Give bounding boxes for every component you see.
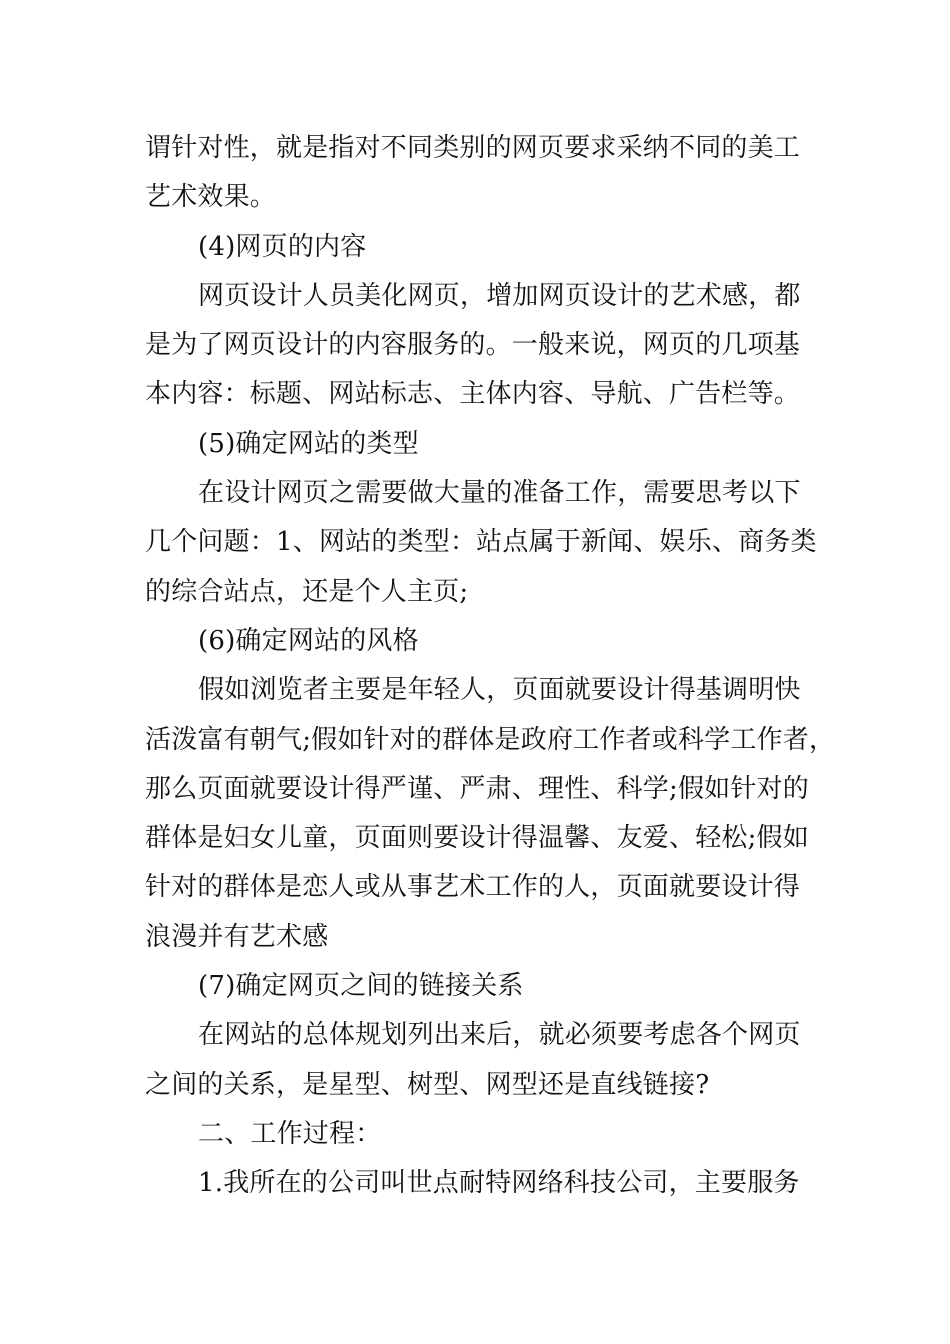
- text-line-10: 的综合站点，还是个人主页;: [145, 576, 469, 607]
- section-heading-6: (6)确定网站的风格: [198, 625, 419, 656]
- text-line-13: 活泼富有朝气;假如针对的群体是政府工作者或科学工作者，: [145, 724, 836, 755]
- text-line-17: 浪漫并有艺术感: [145, 921, 329, 952]
- text-line-15: 群体是妇女儿童，页面则要设计得温馨、友爱、轻松;假如: [145, 823, 809, 854]
- text-line-8: 在设计网页之需要做大量的准备工作，需要思考以下: [198, 478, 801, 509]
- text-line-9: 几个问题：1、网站的类型：站点属于新闻、娱乐、商务类: [145, 527, 817, 558]
- text-line-6: 本内容：标题、网站标志、主体内容、导航、广告栏等。: [145, 379, 801, 410]
- text-line-22: 1.我所在的公司叫世点耐特网络科技公司，主要服务: [198, 1168, 800, 1199]
- text-line-20: 之间的关系，是星型、树型、网型还是直线链接?: [145, 1069, 710, 1100]
- section-heading-5: (5)确定网站的类型: [198, 428, 419, 459]
- text-line-16: 针对的群体是恋人或从事艺术工作的人，页面就要设计得: [145, 872, 801, 903]
- section-heading-work-process: 二、工作过程：: [198, 1118, 382, 1149]
- text-line-2: 艺术效果。: [145, 182, 277, 213]
- section-heading-4: (4)网页的内容: [198, 231, 367, 262]
- text-line-1: 谓针对性，就是指对不同类别的网页要求采纳不同的美工: [145, 133, 801, 163]
- text-line-5: 是为了网页设计的内容服务的。一般来说，网页的几项基: [145, 330, 801, 361]
- text-line-12: 假如浏览者主要是年轻人，页面就要设计得基调明快: [198, 675, 801, 706]
- text-line-19: 在网站的总体规划列出来后，就必须要考虑各个网页: [198, 1020, 801, 1051]
- document-body: [145, 124, 836, 1209]
- text-line-14: 那么页面就要设计得严谨、严肃、理性、科学;假如针对的: [145, 773, 809, 804]
- text-line-4: 网页设计人员美化网页，增加网页设计的艺术感，都: [198, 280, 801, 311]
- section-heading-7: (7)确定网页之间的链接关系: [198, 971, 524, 1002]
